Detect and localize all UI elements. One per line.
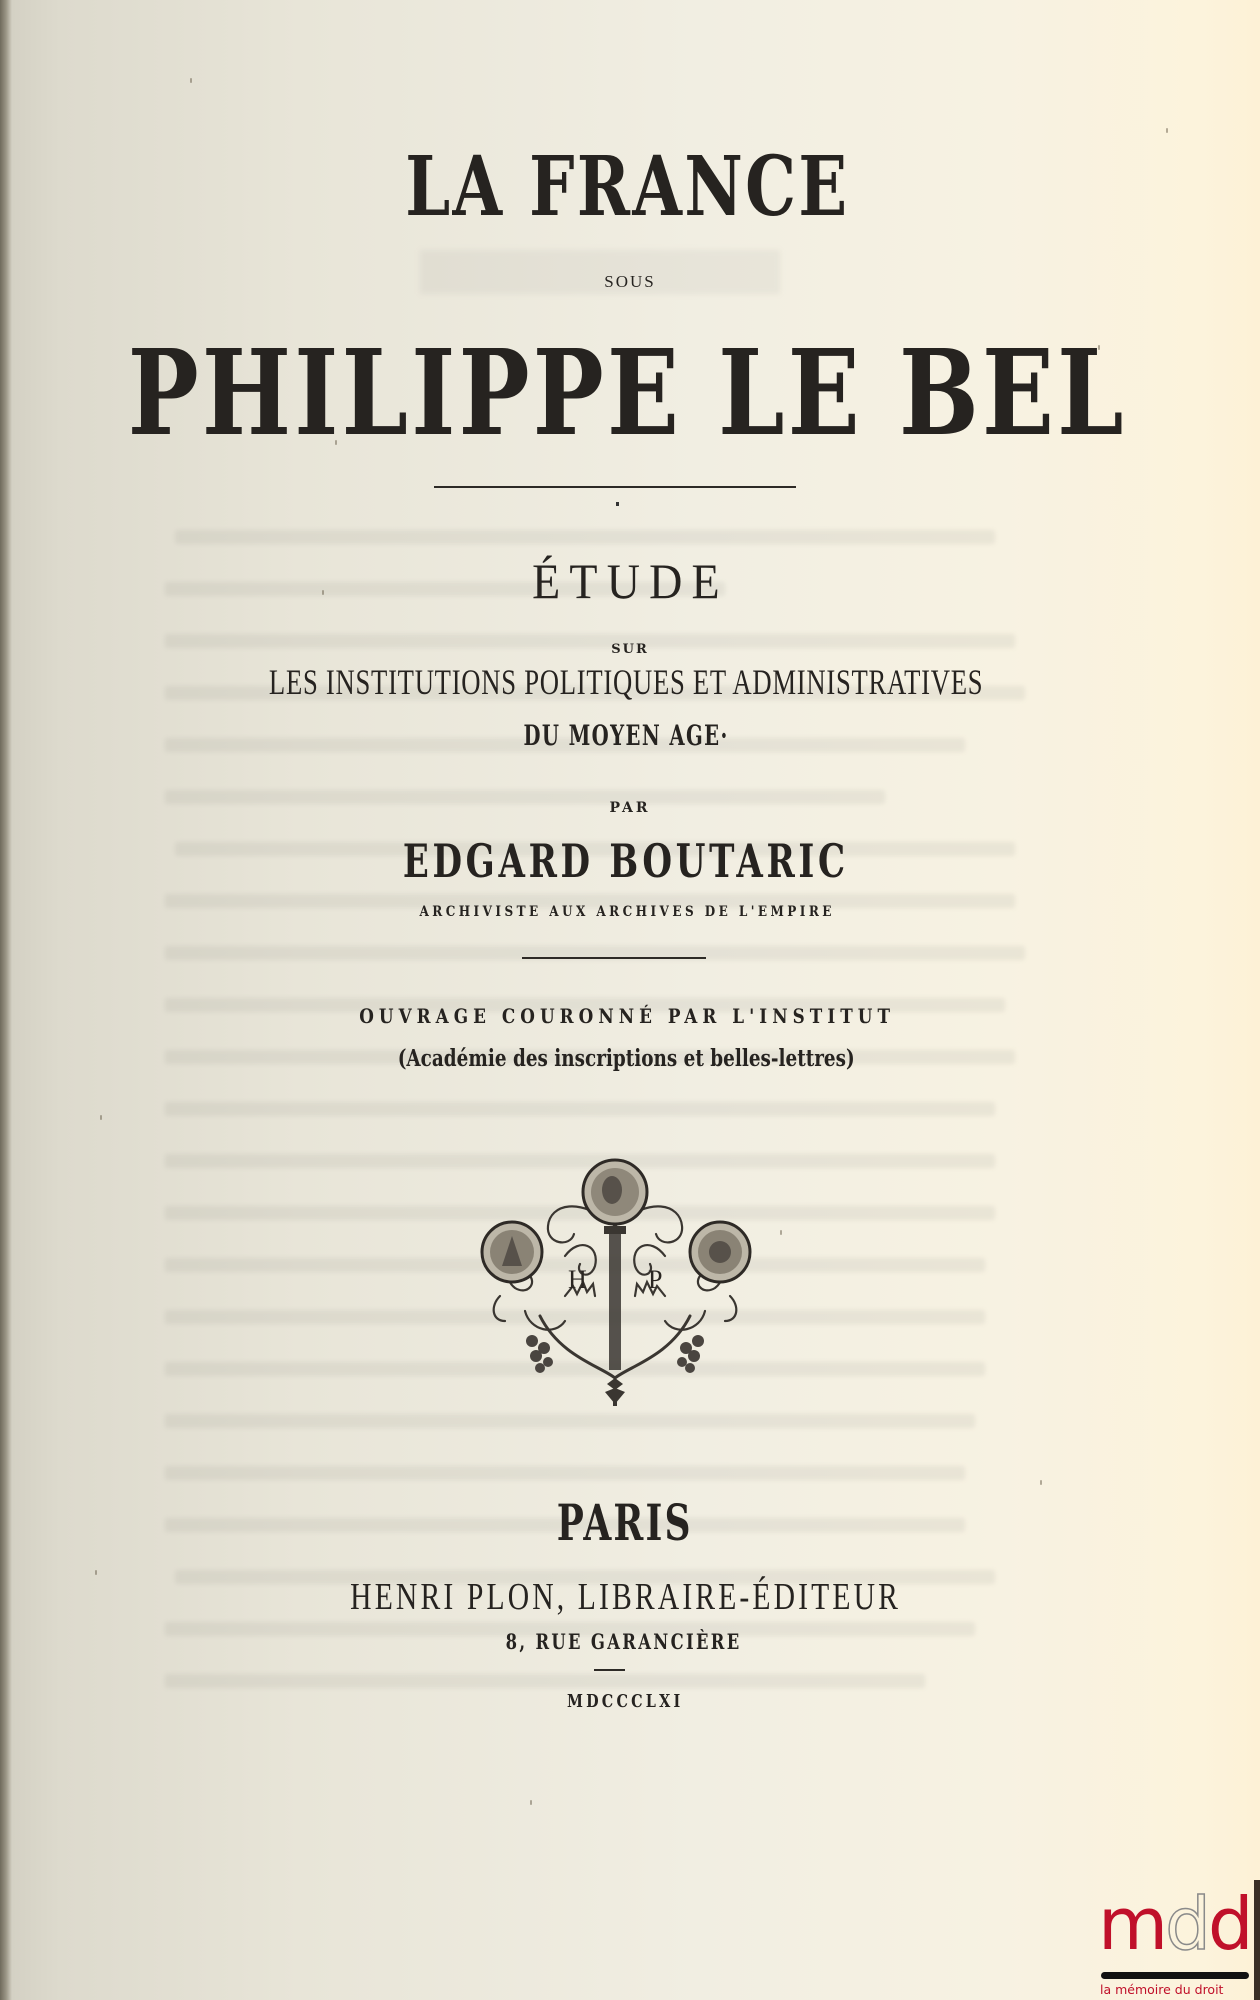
imprint-address: 8, RUE GARANCIÈRE (505, 1629, 742, 1654)
imprint-year: MDCCCLXI (566, 1691, 684, 1712)
logo-bar (1101, 1972, 1249, 1979)
subtitle: ÉTUDE (532, 553, 729, 609)
imprint-separator-rule (594, 1669, 625, 1671)
svg-text:H: H (568, 1265, 587, 1294)
award-detail: (Académie des inscriptions et belles-lettres) (397, 1045, 855, 1072)
rule-mark (616, 502, 619, 506)
title-line-2: PHILIPPE LE BEL (127, 323, 1127, 462)
mdd-logo (1098, 1882, 1258, 2000)
title-line-1: LA FRANCE (405, 139, 850, 235)
imprint-publisher: HENRI PLON, LIBRAIRE-ÉDITEUR (350, 1576, 902, 1618)
by-label: PAR (609, 800, 651, 816)
connector-sur: SUR (611, 642, 649, 657)
svg-text:P: P (648, 1265, 663, 1294)
mdd-logo-icon: mdd (1098, 1882, 1251, 1966)
imprint-city: PARIS (556, 1493, 693, 1552)
award-line: OUVRAGE COURONNÉ PAR L'INSTITUT (359, 1004, 895, 1028)
author-separator-rule (522, 957, 706, 959)
title-separator-rule (434, 486, 796, 488)
printers-mark-ornament-icon (470, 1156, 760, 1408)
connector-sous: SOUS (604, 272, 656, 291)
author-role: ARCHIVISTE AUX ARCHIVES DE L'EMPIRE (419, 904, 835, 920)
author-name: EDGARD BOUTARIC (402, 834, 849, 888)
subject-line-1: LES INSTITUTIONS POLITIQUES ET ADMINISTRATIVES (268, 662, 984, 702)
subject-line-2: DU MOYEN AGE· (523, 719, 729, 752)
logo-tagline: la mémoire du droit (1100, 1982, 1224, 1997)
